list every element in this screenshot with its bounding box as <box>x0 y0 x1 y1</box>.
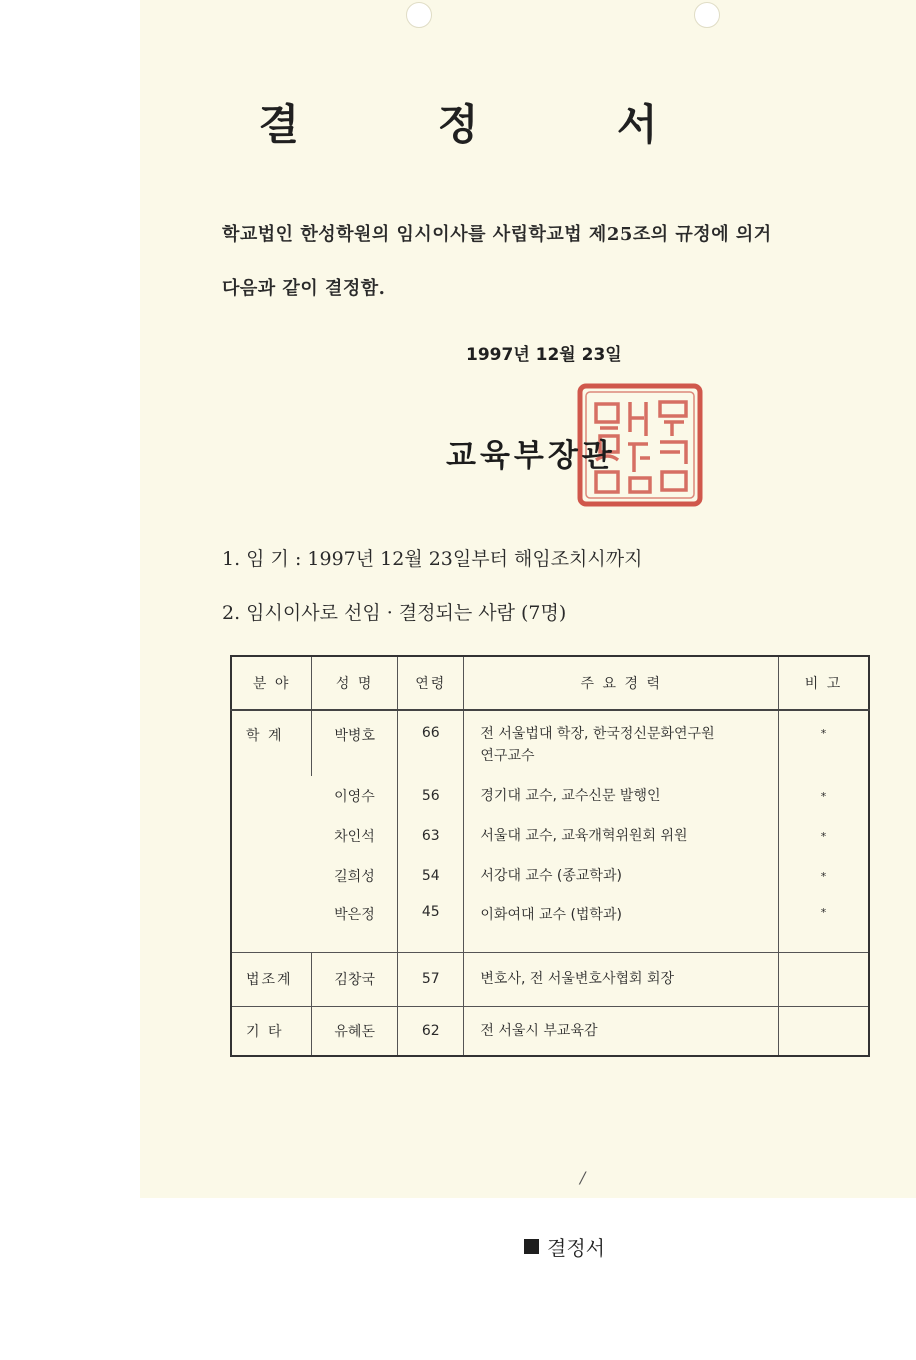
appointee-table <box>230 655 870 1057</box>
intro-paragraph <box>222 208 882 316</box>
page-footmark: / <box>580 1168 586 1187</box>
table-row <box>231 776 869 816</box>
cell-note: * <box>779 896 869 952</box>
cell-career: 변호사, 전 서울변호사협회 회장 <box>464 952 779 1006</box>
punch-hole-right <box>694 2 720 28</box>
cell-note: * <box>779 776 869 816</box>
cell-age: 56 <box>398 776 464 816</box>
caption-text: 결정서 <box>547 1236 605 1260</box>
cell-field: 법조계 <box>231 952 312 1006</box>
intro-line-1: 학교법인 한성학원의 임시이사를 사립학교법 제25조의 규정에 의거 <box>222 224 772 245</box>
cell-age: 54 <box>398 856 464 896</box>
header-note: 비 고 <box>779 656 869 710</box>
cell-career: 전 서울시 부교육감 <box>464 1006 779 1056</box>
issuer-name: 교육부장관 <box>446 438 616 474</box>
decision-date: 1997년 12월 23일 <box>466 345 622 365</box>
cell-field: 기 타 <box>231 1006 312 1056</box>
cell-age: 63 <box>398 816 464 856</box>
cell-age: 62 <box>398 1006 464 1056</box>
cell-note <box>779 1006 869 1056</box>
career-line: 연구교수 <box>480 748 535 764</box>
cell-name: 박병호 <box>312 710 398 776</box>
table-row <box>231 952 869 1006</box>
header-career: 주 요 경 력 <box>464 656 779 710</box>
header-field: 분 야 <box>231 656 312 710</box>
cell-name: 유혜돈 <box>312 1006 398 1056</box>
cell-note: * <box>779 710 869 776</box>
table-row <box>231 816 869 856</box>
table-row <box>231 710 869 776</box>
table-row <box>231 856 869 896</box>
cell-career: 경기대 교수, 교수신문 발행인 <box>464 776 779 816</box>
career-line: 전 서울법대 학장, 한국정신문화연구원 <box>480 726 715 742</box>
cell-career: 서울대 교수, 교육개혁위원회 위원 <box>464 816 779 856</box>
cell-note: * <box>779 856 869 896</box>
cell-name: 김창국 <box>312 952 398 1006</box>
cell-name: 박은정 <box>334 907 375 923</box>
cell-note: * <box>779 816 869 856</box>
cell-note <box>779 952 869 1006</box>
appointees-line: 2. 임시이사로 선임 · 결정되는 사람 (7명) <box>222 602 567 624</box>
punch-hole-left <box>406 2 432 28</box>
cell-field: 학 계 <box>246 728 284 744</box>
table-header-row <box>231 656 869 710</box>
document-title: 결 정 서 <box>258 100 720 149</box>
header-name: 성 명 <box>312 656 398 710</box>
cell-name: 이영수 <box>334 789 375 805</box>
cell-career: 이화여대 교수 (법학과) <box>464 896 779 952</box>
cell-age: 45 <box>398 896 464 952</box>
cell-name: 길희성 <box>334 869 375 885</box>
cell-career: 서강대 교수 (종교학과) <box>464 856 779 896</box>
cell-name: 차인석 <box>334 829 375 845</box>
image-caption <box>524 1232 605 1261</box>
table-row <box>231 896 869 952</box>
intro-line-2: 다음과 같이 결정함. <box>222 278 386 299</box>
term-line: 1. 임 기 : 1997년 12월 23일부터 해임조치시까지 <box>222 548 643 570</box>
header-age: 연령 <box>398 656 464 710</box>
cell-career <box>464 710 779 776</box>
table-row <box>231 1006 869 1056</box>
cell-age: 57 <box>398 952 464 1006</box>
square-bullet-icon <box>524 1239 539 1254</box>
cell-age: 66 <box>398 710 464 776</box>
